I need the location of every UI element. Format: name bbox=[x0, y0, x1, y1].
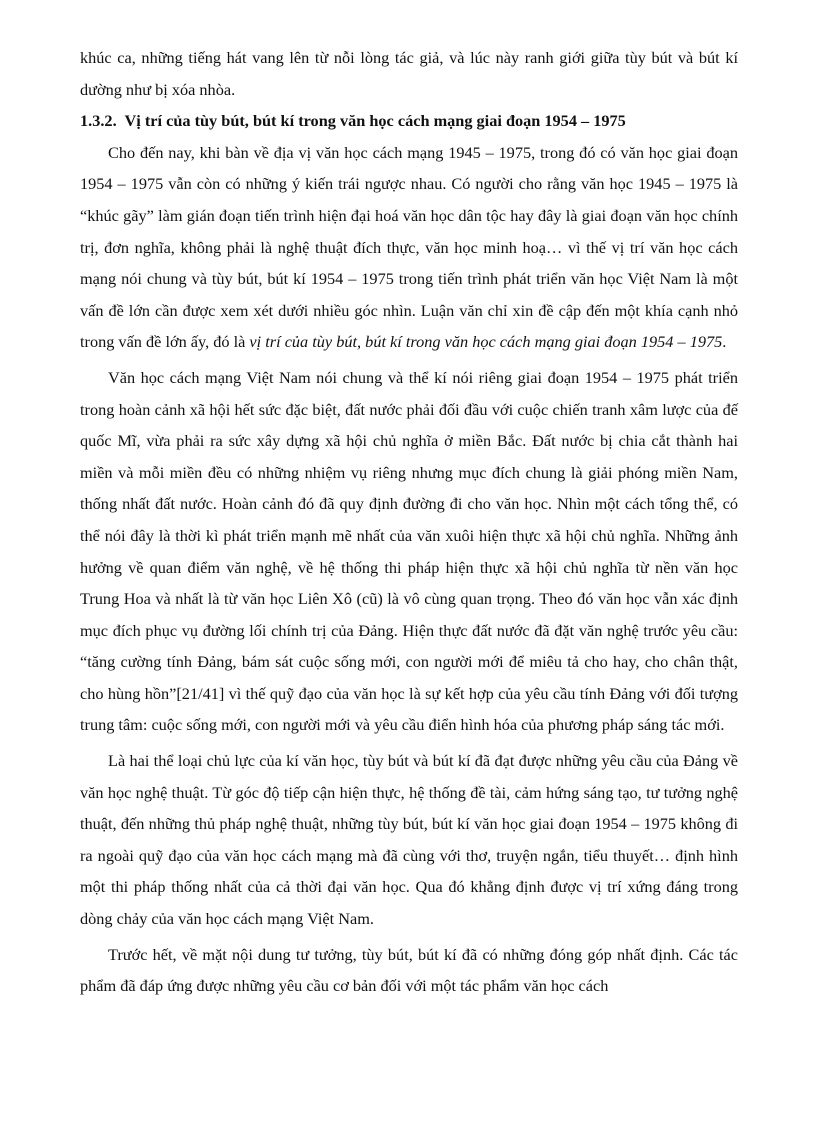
section-heading bbox=[80, 105, 738, 137]
paragraph-1-italic-phrase: vị trí của tùy bút, bút kí trong văn học cách mạng giai đoạn 1954 – 1975 bbox=[249, 332, 723, 352]
paragraph-1-text: Cho đến nay, khi bàn về địa vị văn học cách mạng 1945 – 1975, trong đó có văn học giai đoạn 1954 – 1975 vẫn còn có những ý kiến trái ngược nhau. Có người cho rằng văn học 1945 – 1975 là “khúc gãy” làm gián đoạn tiến trình hiện đại hoá văn học dân tộc hay đây là giai đoạn văn học chính trị, đơn nghĩa, không phải là nghệ thuật đích thực, văn học minh hoạ… vì thế vị trí văn học cách mạng nói chung và tùy bút, bút kí 1954 – 1975 trong tiến trình phát triển văn học Việt Nam là một vấn đề lớn cần được xem xét dưới nhiều góc nhìn. Luận văn chỉ xin đề cập đến một khía cạnh nhỏ trong vấn đề lớn ấy, đó là bbox=[80, 142, 738, 352]
opening-paragraph: khúc ca, những tiếng hát vang lên từ nỗi lòng tác giả, và lúc này ranh giới giữa tùy bút và bút kí dường như bị xóa nhòa. bbox=[80, 48, 738, 99]
section-title: Vị trí của tùy bút, bút kí trong văn học cách mạng giai đoạn 1954 – 1975 bbox=[124, 111, 626, 131]
document-page bbox=[80, 42, 738, 1002]
paragraph-3: Là hai thể loại chủ lực của kí văn học, tùy bút và bút kí đã đạt được những yêu cầu của Đảng về văn học nghệ thuật. Từ góc độ tiếp cận hiện thực, hệ thống đề tài, cảm hứng sáng tạo, tư tưởng nghệ thuật, đến những thủ pháp nghệ thuật, những tùy bút, bút kí văn học giai đoạn 1954 – 1975 không đi ra ngoài quỹ đạo của văn học cách mạng mà đã cùng với thơ, truyện ngắn, tiểu thuyết… định hình một thi pháp thống nhất của cả thời đại văn học. Qua đó khẳng định được vị trí xứng đáng trong dòng chảy của văn học cách mạng Việt Nam. bbox=[80, 751, 738, 929]
paragraph-2: Văn học cách mạng Việt Nam nói chung và thể kí nói riêng giai đoạn 1954 – 1975 phát triển trong hoàn cảnh xã hội hết sức đặc biệt, đất nước phải đối đầu với cuộc chiến tranh xâm lược của đế quốc Mĩ, vừa phải ra sức xây dựng xã hội chủ nghĩa ở miền Bắc. Đất nước bị chia cắt thành hai miền và mỗi miền đều có những nhiệm vụ riêng nhưng mục đích chung là giải phóng miền Nam, thống nhất đất nước. Hoàn cảnh đó đã quy định đường đi cho văn học. Nhìn một cách tổng thể, có thể nói đây là thời kì phát triển mạnh mẽ nhất của văn xuôi hiện thực xã hội chủ nghĩa. Những ảnh hưởng về quan điểm văn nghệ, về hệ thống thi pháp hiện thực xã hội chủ nghĩa từ nền văn học Trung Hoa và nhất là từ văn học Liên Xô (cũ) là vô cùng quan trọng. Theo đó văn học vẫn xác định mục đích phục vụ đường lối chính trị của Đảng. Hiện thực đất nước đã đặt văn nghệ trước yêu cầu: “tăng cường tính Đảng, bám sát cuộc sống mới, con người mới để miêu tả cho hay, cho chân thật, cho hùng hồn”[21/41] vì thế quỹ đạo của văn học là sự kết hợp của yêu cầu tính Đảng với đối tượng trung tâm: cuộc sống mới, con người mới và yêu cầu điển hình hóa của phương pháp sáng tác mới. bbox=[80, 367, 738, 735]
section-number: 1.3.2. bbox=[80, 111, 117, 131]
paragraph-1-end: . bbox=[722, 332, 727, 352]
paragraph-4: Trước hết, về mặt nội dung tư tưởng, tùy bút, bút kí đã có những đóng góp nhất định. Các tác phẩm đã đáp ứng được những yêu cầu cơ bản đối với một tác phẩm văn học cách bbox=[80, 944, 738, 996]
paragraph-1 bbox=[80, 137, 738, 358]
